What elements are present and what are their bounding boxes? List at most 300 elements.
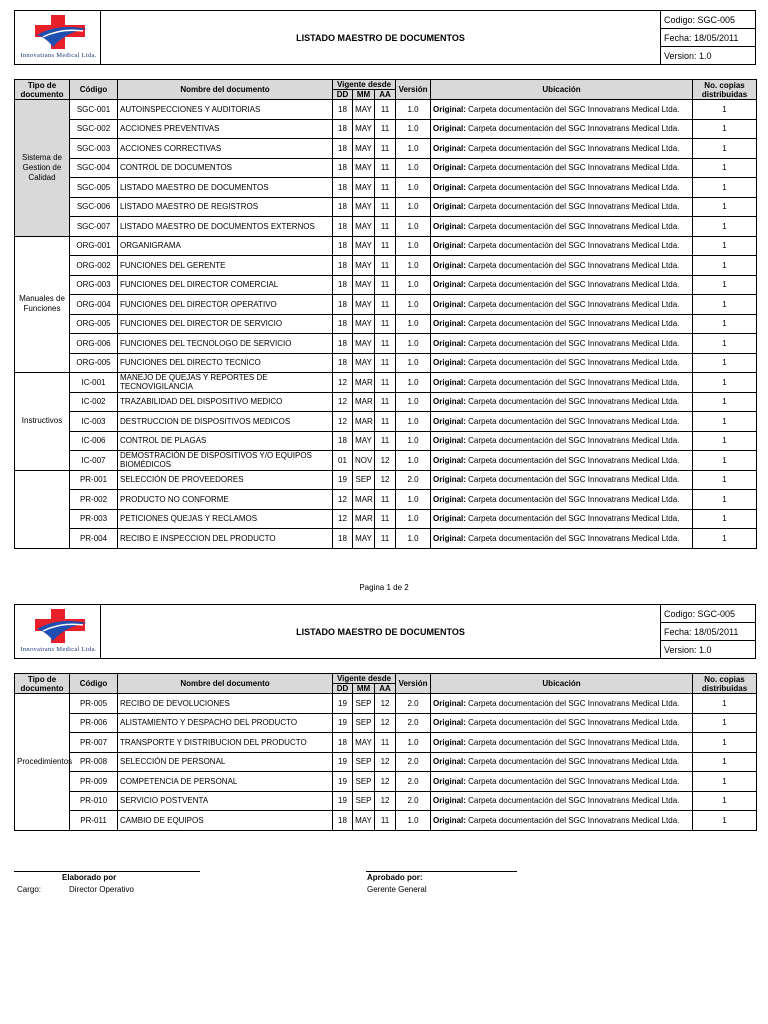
document-header <box>14 10 756 65</box>
dd-cell: 18 <box>333 158 353 178</box>
aa-cell: 12 <box>375 752 396 772</box>
ubicacion-prefix: Original: <box>433 338 466 348</box>
version-cell: 1.0 <box>396 509 431 529</box>
dd-cell: 19 <box>333 694 353 714</box>
copias-cell: 1 <box>693 197 757 217</box>
codigo-field: Codigo: SGC-005 <box>661 11 756 29</box>
table-row <box>15 236 757 256</box>
dd-cell: 19 <box>333 713 353 733</box>
ubicacion-prefix: Original: <box>433 358 466 368</box>
fecha-field: Fecha: 18/05/2011 <box>661 29 756 47</box>
version-cell: 2.0 <box>396 791 431 811</box>
tipo-cell: Procedimientos <box>15 694 70 831</box>
mm-cell: MAY <box>353 139 375 159</box>
version-cell: 2.0 <box>396 470 431 490</box>
aa-cell: 12 <box>375 713 396 733</box>
ubicacion-prefix: Original: <box>433 475 466 485</box>
aa-cell: 11 <box>375 353 396 373</box>
col-dd: DD <box>333 90 353 100</box>
nombre-cell: DEMOSTRACIÓN DE DISPOSITIVOS Y/O EQUIPOS BIOMÉDICOS <box>118 451 333 471</box>
codigo-cell: PR-003 <box>70 509 118 529</box>
ubicacion-cell <box>431 811 693 831</box>
page-number: Pagina 1 de 2 <box>359 583 409 592</box>
ubicacion-text: Carpeta documentación del SGC Innovatrans Medical Ltda. <box>465 397 680 407</box>
mm-cell: MAY <box>353 811 375 831</box>
tipo-cell: Manuales de Funciones <box>15 236 70 373</box>
mm-cell: MAR <box>353 392 375 412</box>
ubicacion-cell <box>431 752 693 772</box>
ubicacion-text: Carpeta documentación del SGC Innovatrans Medical Ltda. <box>465 757 680 767</box>
aa-cell: 11 <box>375 275 396 295</box>
aa-cell: 11 <box>375 314 396 334</box>
codigo-cell: SGC-004 <box>70 158 118 178</box>
ubicacion-text: Carpeta documentación del SGC Innovatrans Medical Ltda. <box>465 104 680 114</box>
aa-cell: 11 <box>375 256 396 276</box>
mm-cell: SEP <box>353 772 375 792</box>
ubicacion-cell <box>431 470 693 490</box>
dd-cell: 18 <box>333 431 353 451</box>
dd-cell: 12 <box>333 490 353 510</box>
nombre-cell: ACCIONES CORRECTIVAS <box>118 139 333 159</box>
ubicacion-cell <box>431 217 693 237</box>
ubicacion-text: Carpeta documentación del SGC Innovatrans Medical Ltda. <box>465 182 680 192</box>
ubicacion-cell <box>431 314 693 334</box>
ubicacion-prefix: Original: <box>433 397 466 407</box>
ubicacion-text: Carpeta documentación del SGC Innovatrans Medical Ltda. <box>465 494 680 504</box>
copias-cell: 1 <box>693 529 757 549</box>
codigo-cell: SGC-001 <box>70 100 118 120</box>
ubicacion-text: Carpeta documentación del SGC Innovatrans Medical Ltda. <box>465 299 680 309</box>
ubicacion-text: Carpeta documentación del SGC Innovatrans Medical Ltda. <box>465 698 680 708</box>
aa-cell: 11 <box>375 236 396 256</box>
mm-cell: SEP <box>353 713 375 733</box>
dd-cell: 18 <box>333 733 353 753</box>
mm-cell: MAY <box>353 334 375 354</box>
ubicacion-text: Carpeta documentación del SGC Innovatrans Medical Ltda. <box>465 514 680 524</box>
ubicacion-cell <box>431 713 693 733</box>
nombre-cell: LISTADO MAESTRO DE DOCUMENTOS <box>118 178 333 198</box>
aa-cell: 12 <box>375 772 396 792</box>
ubicacion-text: Carpeta documentación del SGC Innovatrans Medical Ltda. <box>465 163 680 173</box>
mm-cell: MAY <box>353 314 375 334</box>
tipo-cell <box>15 470 70 548</box>
ubicacion-text: Carpeta documentación del SGC Innovatrans Medical Ltda. <box>465 533 680 543</box>
elaborado-label: Elaborado por <box>62 873 117 882</box>
ubicacion-cell <box>431 373 693 393</box>
ubicacion-text: Carpeta documentación del SGC Innovatrans Medical Ltda. <box>465 815 680 825</box>
ubicacion-prefix: Original: <box>433 796 466 806</box>
aa-cell: 11 <box>375 158 396 178</box>
table-row <box>15 373 757 393</box>
col-nombre: Nombre del documento <box>118 80 333 100</box>
copias-cell: 1 <box>693 509 757 529</box>
cross-logo-icon <box>33 607 89 645</box>
ubicacion-cell <box>431 733 693 753</box>
dd-cell: 18 <box>333 100 353 120</box>
codigo-cell: ORG-005 <box>70 314 118 334</box>
dd-cell: 18 <box>333 197 353 217</box>
copias-cell: 1 <box>693 275 757 295</box>
mm-cell: SEP <box>353 791 375 811</box>
codigo-cell: SGC-007 <box>70 217 118 237</box>
table-row <box>15 431 757 451</box>
nombre-cell: PRODUCTO NO CONFORME <box>118 490 333 510</box>
dd-cell: 01 <box>333 451 353 471</box>
dd-cell: 18 <box>333 353 353 373</box>
ubicacion-prefix: Original: <box>433 776 466 786</box>
ubicacion-prefix: Original: <box>433 163 466 173</box>
version-cell: 1.0 <box>396 811 431 831</box>
mm-cell: MAY <box>353 236 375 256</box>
version-cell: 1.0 <box>396 256 431 276</box>
ubicacion-text: Carpeta documentación del SGC Innovatrans Medical Ltda. <box>465 260 680 270</box>
version-cell: 1.0 <box>396 392 431 412</box>
codigo-cell: SGC-006 <box>70 197 118 217</box>
table-row <box>15 295 757 315</box>
fecha-field-2: Fecha: 18/05/2011 <box>661 623 756 641</box>
ubicacion-text: Carpeta documentación del SGC Innovatrans Medical Ltda. <box>465 241 680 251</box>
dd-cell: 19 <box>333 470 353 490</box>
nombre-cell: SELECCIÓN DE PROVEEDORES <box>118 470 333 490</box>
mm-cell: MAY <box>353 217 375 237</box>
nombre-cell: PETICIONES QUEJAS Y RECLAMOS <box>118 509 333 529</box>
logo-subtext-bar <box>15 654 100 658</box>
aprobado-signature-line <box>366 871 517 872</box>
ubicacion-prefix: Original: <box>433 241 466 251</box>
copias-cell: 1 <box>693 334 757 354</box>
ubicacion-cell <box>431 236 693 256</box>
mm-cell: MAY <box>353 295 375 315</box>
logo-text: Innovatrans Medical Ltda. <box>20 52 97 59</box>
mm-cell: MAY <box>353 197 375 217</box>
ubicacion-text: Carpeta documentación del SGC Innovatrans Medical Ltda. <box>465 143 680 153</box>
ubicacion-text: Carpeta documentación del SGC Innovatrans Medical Ltda. <box>465 221 680 231</box>
codigo-field-2: Codigo: SGC-005 <box>661 605 756 623</box>
dd-cell: 12 <box>333 373 353 393</box>
table-row <box>15 334 757 354</box>
version-cell: 1.0 <box>396 353 431 373</box>
codigo-cell: SGC-002 <box>70 119 118 139</box>
copias-cell: 1 <box>693 139 757 159</box>
table-row <box>15 256 757 276</box>
table-body-page-1 <box>15 100 757 549</box>
version-cell: 2.0 <box>396 752 431 772</box>
version-cell: 1.0 <box>396 431 431 451</box>
dd-cell: 18 <box>333 529 353 549</box>
col-codigo: Código <box>70 674 118 694</box>
codigo-cell: PR-002 <box>70 490 118 510</box>
ubicacion-prefix: Original: <box>433 718 466 728</box>
copias-cell: 1 <box>693 314 757 334</box>
table-row <box>15 392 757 412</box>
logo-subtext-bar <box>15 60 100 64</box>
ubicacion-cell <box>431 431 693 451</box>
copias-cell: 1 <box>693 217 757 237</box>
ubicacion-prefix: Original: <box>433 494 466 504</box>
table-row <box>15 529 757 549</box>
mm-cell: SEP <box>353 694 375 714</box>
aa-cell: 11 <box>375 217 396 237</box>
table-row <box>15 509 757 529</box>
col-version: Versión <box>396 80 431 100</box>
copias-cell: 1 <box>693 119 757 139</box>
table-row <box>15 791 757 811</box>
version-cell: 1.0 <box>396 733 431 753</box>
col-aa: AA <box>375 90 396 100</box>
document-header-2 <box>14 604 756 659</box>
aprobado-cargo: Gerente General <box>367 885 427 894</box>
ubicacion-cell <box>431 490 693 510</box>
col-mm: MM <box>353 684 375 694</box>
ubicacion-prefix: Original: <box>433 757 466 767</box>
aa-cell: 12 <box>375 451 396 471</box>
copias-cell: 1 <box>693 236 757 256</box>
version-cell: 1.0 <box>396 236 431 256</box>
dd-cell: 18 <box>333 295 353 315</box>
nombre-cell: ACCIONES PREVENTIVAS <box>118 119 333 139</box>
ubicacion-cell <box>431 772 693 792</box>
aa-cell: 11 <box>375 295 396 315</box>
ubicacion-prefix: Original: <box>433 280 466 290</box>
ubicacion-text: Carpeta documentación del SGC Innovatrans Medical Ltda. <box>465 796 680 806</box>
copias-cell: 1 <box>693 373 757 393</box>
tipo-cell: Sistema de Gestion de Calidad <box>15 100 70 237</box>
copias-cell: 1 <box>693 811 757 831</box>
dd-cell: 12 <box>333 509 353 529</box>
ubicacion-cell <box>431 392 693 412</box>
ubicacion-text: Carpeta documentación del SGC Innovatrans Medical Ltda. <box>465 338 680 348</box>
aa-cell: 12 <box>375 791 396 811</box>
nombre-cell: FUNCIONES DEL DIRECTOR COMERCIAL <box>118 275 333 295</box>
version-cell: 1.0 <box>396 139 431 159</box>
table-row <box>15 197 757 217</box>
aa-cell: 11 <box>375 431 396 451</box>
nombre-cell: FUNCIONES DEL DIRECTOR DE SERVICIO <box>118 314 333 334</box>
ubicacion-prefix: Original: <box>433 124 466 134</box>
table-row <box>15 451 757 471</box>
nombre-cell: AUTOINSPECCIONES Y AUDITORIAS <box>118 100 333 120</box>
mm-cell: MAY <box>353 178 375 198</box>
aa-cell: 11 <box>375 178 396 198</box>
copias-cell: 1 <box>693 470 757 490</box>
aa-cell: 11 <box>375 811 396 831</box>
nombre-cell: CONTROL DE DOCUMENTOS <box>118 158 333 178</box>
copias-cell: 1 <box>693 295 757 315</box>
codigo-cell: PR-001 <box>70 470 118 490</box>
ubicacion-text: Carpeta documentación del SGC Innovatrans Medical Ltda. <box>465 319 680 329</box>
aa-cell: 11 <box>375 490 396 510</box>
dd-cell: 18 <box>333 178 353 198</box>
ubicacion-prefix: Original: <box>433 221 466 231</box>
aa-cell: 11 <box>375 733 396 753</box>
nombre-cell: TRAZABILIDAD DEL DISPOSITIVO MEDICO <box>118 392 333 412</box>
ubicacion-prefix: Original: <box>433 533 466 543</box>
ubicacion-cell <box>431 334 693 354</box>
dd-cell: 19 <box>333 752 353 772</box>
ubicacion-cell <box>431 158 693 178</box>
codigo-cell: SGC-005 <box>70 178 118 198</box>
codigo-cell: PR-009 <box>70 772 118 792</box>
mm-cell: SEP <box>353 470 375 490</box>
version-cell: 1.0 <box>396 314 431 334</box>
ubicacion-cell <box>431 100 693 120</box>
ubicacion-cell <box>431 529 693 549</box>
ubicacion-cell <box>431 412 693 432</box>
mm-cell: NOV <box>353 451 375 471</box>
aa-cell: 11 <box>375 100 396 120</box>
version-cell: 1.0 <box>396 217 431 237</box>
version-cell: 1.0 <box>396 451 431 471</box>
table-row <box>15 694 757 714</box>
nombre-cell: SELECCIÓN DE PERSONAL <box>118 752 333 772</box>
codigo-cell: ORG-005 <box>70 353 118 373</box>
dd-cell: 12 <box>333 392 353 412</box>
ubicacion-prefix: Original: <box>433 182 466 192</box>
copias-cell: 1 <box>693 791 757 811</box>
ubicacion-text: Carpeta documentación del SGC Innovatrans Medical Ltda. <box>465 436 680 446</box>
elaborado-cargo: Director Operativo <box>69 885 134 894</box>
ubicacion-text: Carpeta documentación del SGC Innovatrans Medical Ltda. <box>465 737 680 747</box>
table-row <box>15 811 757 831</box>
table-row <box>15 119 757 139</box>
codigo-cell: PR-010 <box>70 791 118 811</box>
ubicacion-prefix: Original: <box>433 416 466 426</box>
col-tipo: Tipo de documento <box>15 674 70 694</box>
logo-text: Innovatrans Medical Ltda. <box>20 646 97 653</box>
version-cell: 1.0 <box>396 119 431 139</box>
aa-cell: 11 <box>375 373 396 393</box>
aa-cell: 12 <box>375 470 396 490</box>
ubicacion-cell <box>431 353 693 373</box>
elaborado-signature-line <box>14 871 200 872</box>
col-ubicacion: Ubicación <box>431 674 693 694</box>
nombre-cell: FUNCIONES DEL DIRECTO TECNICO <box>118 353 333 373</box>
ubicacion-prefix: Original: <box>433 737 466 747</box>
col-ubicacion: Ubicación <box>431 80 693 100</box>
logo-cell-2 <box>15 605 101 659</box>
ubicacion-cell <box>431 295 693 315</box>
copias-cell: 1 <box>693 451 757 471</box>
version-cell: 1.0 <box>396 197 431 217</box>
dd-cell: 18 <box>333 236 353 256</box>
page-1 <box>14 10 756 549</box>
documents-table-page-2 <box>14 673 757 831</box>
version-cell: 1.0 <box>396 100 431 120</box>
copias-cell: 1 <box>693 100 757 120</box>
document-title: LISTADO MAESTRO DE DOCUMENTOS <box>101 11 661 65</box>
codigo-cell: PR-011 <box>70 811 118 831</box>
dd-cell: 12 <box>333 412 353 432</box>
version-cell: 2.0 <box>396 694 431 714</box>
ubicacion-cell <box>431 139 693 159</box>
copias-cell: 1 <box>693 392 757 412</box>
codigo-cell: ORG-001 <box>70 236 118 256</box>
copias-cell: 1 <box>693 412 757 432</box>
copias-cell: 1 <box>693 178 757 198</box>
nombre-cell: RECIBO DE DEVOLUCIONES <box>118 694 333 714</box>
mm-cell: MAR <box>353 490 375 510</box>
mm-cell: MAY <box>353 529 375 549</box>
version-cell: 1.0 <box>396 275 431 295</box>
col-nombre: Nombre del documento <box>118 674 333 694</box>
table-row <box>15 772 757 792</box>
ubicacion-text: Carpeta documentación del SGC Innovatrans Medical Ltda. <box>465 475 680 485</box>
table-row <box>15 139 757 159</box>
table-body-page-2 <box>15 694 757 831</box>
ubicacion-cell <box>431 119 693 139</box>
nombre-cell: RECIBO E INSPECCION DEL PRODUCTO <box>118 529 333 549</box>
nombre-cell: ALISTAMIENTO Y DESPACHO DEL PRODUCTO <box>118 713 333 733</box>
ubicacion-prefix: Original: <box>433 299 466 309</box>
nombre-cell: TRANSPORTE Y DISTRIBUCION DEL PRODUCTO <box>118 733 333 753</box>
ubicacion-cell <box>431 178 693 198</box>
aa-cell: 11 <box>375 392 396 412</box>
codigo-cell: ORG-002 <box>70 256 118 276</box>
ubicacion-prefix: Original: <box>433 436 466 446</box>
col-version: Versión <box>396 674 431 694</box>
codigo-cell: ORG-004 <box>70 295 118 315</box>
mm-cell: MAY <box>353 275 375 295</box>
copias-cell: 1 <box>693 733 757 753</box>
dd-cell: 19 <box>333 772 353 792</box>
page-2 <box>14 604 756 831</box>
codigo-cell: SGC-003 <box>70 139 118 159</box>
aa-cell: 11 <box>375 509 396 529</box>
col-codigo: Código <box>70 80 118 100</box>
col-vigente: Vigente desde <box>333 674 396 684</box>
table-row <box>15 490 757 510</box>
mm-cell: MAY <box>353 100 375 120</box>
dd-cell: 18 <box>333 334 353 354</box>
ubicacion-cell <box>431 509 693 529</box>
col-aa: AA <box>375 684 396 694</box>
company-logo <box>15 11 100 64</box>
table-row <box>15 353 757 373</box>
mm-cell: MAR <box>353 509 375 529</box>
codigo-cell: IC-003 <box>70 412 118 432</box>
aa-cell: 11 <box>375 197 396 217</box>
col-tipo: Tipo de documento <box>15 80 70 100</box>
table-row <box>15 275 757 295</box>
tipo-cell: Instructivos <box>15 373 70 471</box>
nombre-cell: FUNCIONES DEL GERENTE <box>118 256 333 276</box>
table-row <box>15 733 757 753</box>
ubicacion-text: Carpeta documentación del SGC Innovatrans Medical Ltda. <box>465 280 680 290</box>
ubicacion-prefix: Original: <box>433 514 466 524</box>
codigo-cell: PR-005 <box>70 694 118 714</box>
logo-cell <box>15 11 101 65</box>
copias-cell: 1 <box>693 353 757 373</box>
table-row <box>15 752 757 772</box>
ubicacion-text: Carpeta documentación del SGC Innovatrans Medical Ltda. <box>465 718 680 728</box>
ubicacion-prefix: Original: <box>433 319 466 329</box>
copias-cell: 1 <box>693 256 757 276</box>
table-row <box>15 158 757 178</box>
nombre-cell: COMPETENCIA DE PERSONAL <box>118 772 333 792</box>
documents-table-page-1 <box>14 79 757 549</box>
codigo-cell: IC-007 <box>70 451 118 471</box>
mm-cell: MAY <box>353 431 375 451</box>
col-mm: MM <box>353 90 375 100</box>
dd-cell: 19 <box>333 791 353 811</box>
ubicacion-text: Carpeta documentación del SGC Innovatrans Medical Ltda. <box>465 416 680 426</box>
mm-cell: MAR <box>353 412 375 432</box>
codigo-cell: ORG-006 <box>70 334 118 354</box>
nombre-cell: CAMBIO DE EQUIPOS <box>118 811 333 831</box>
dd-cell: 18 <box>333 119 353 139</box>
col-vigente: Vigente desde <box>333 80 396 90</box>
ubicacion-text: Carpeta documentación del SGC Innovatrans Medical Ltda. <box>465 455 680 465</box>
